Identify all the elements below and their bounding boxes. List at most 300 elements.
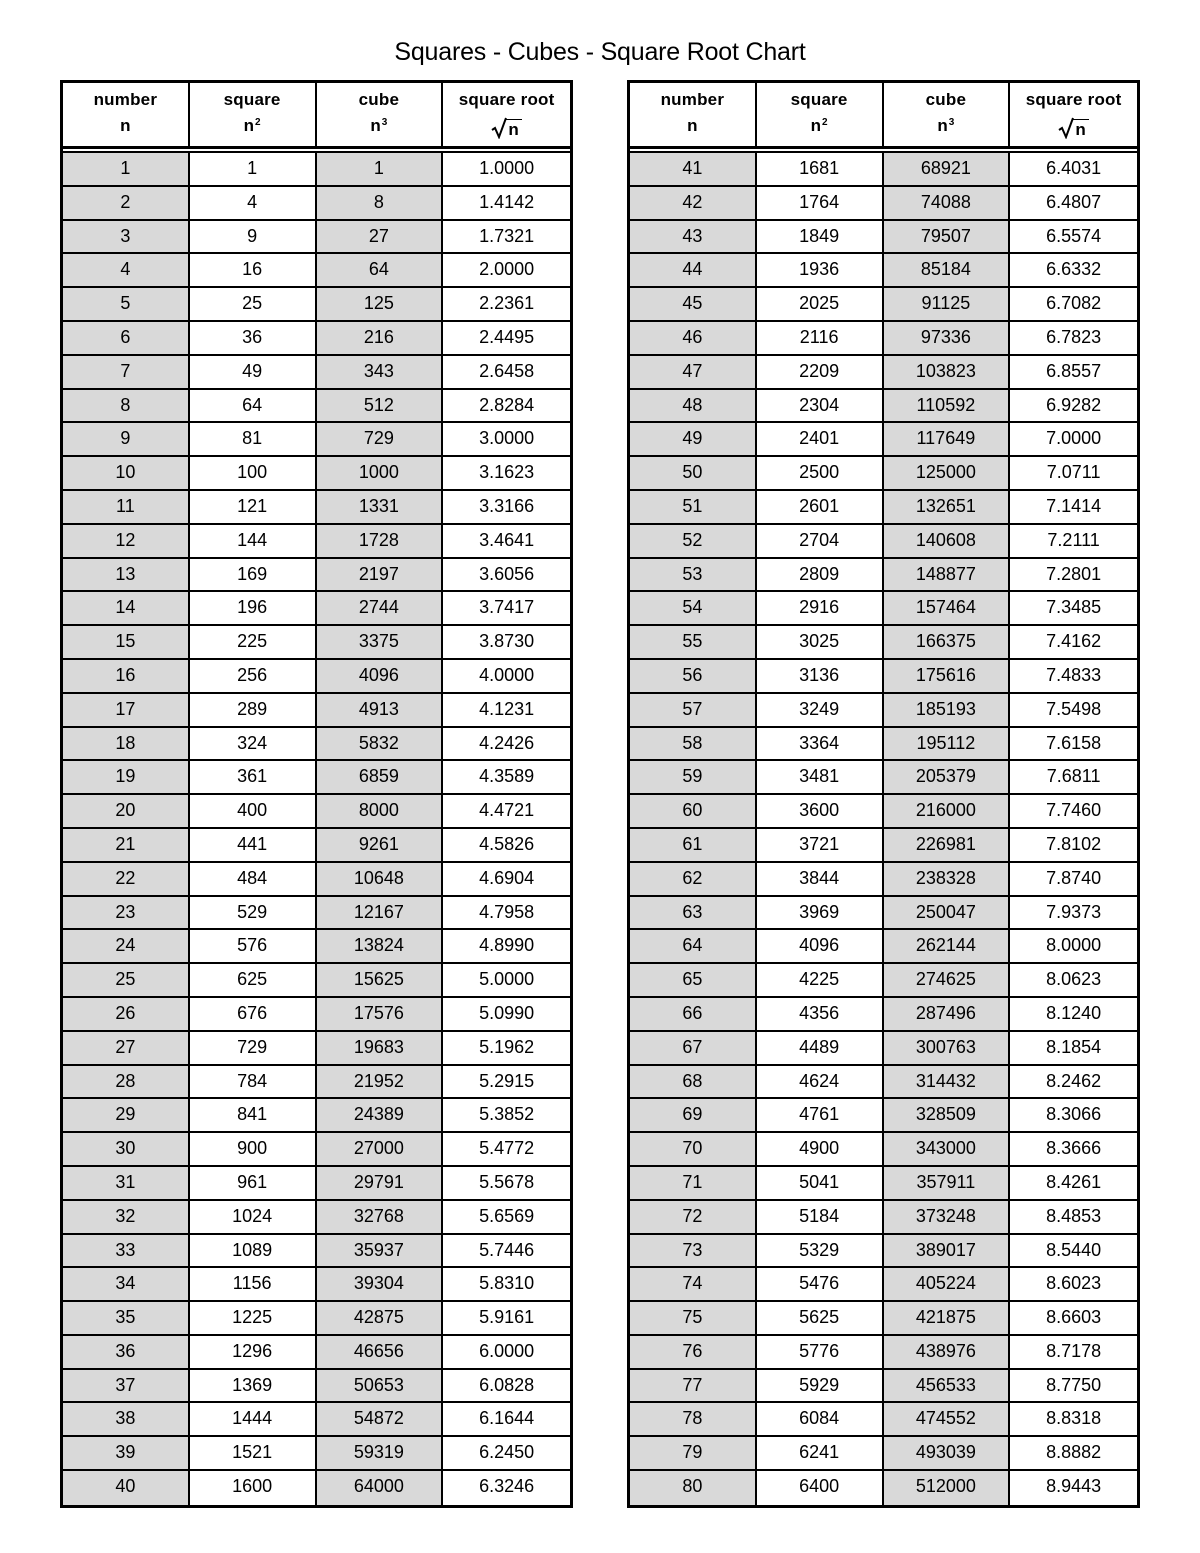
cell-square: 5041 — [757, 1167, 884, 1199]
cell-cube: 287496 — [884, 998, 1011, 1030]
table-row — [630, 795, 1137, 829]
cell-square-root: 1.4142 — [479, 191, 535, 212]
cell-square-root: 2.8284 — [479, 394, 535, 415]
header-cube-symbol: $n^3$ — [937, 116, 955, 135]
cell-square-root: 8.6023 — [1046, 1273, 1102, 1294]
table-header — [63, 83, 570, 149]
cell-cube: 729 — [317, 423, 444, 455]
table-row — [63, 998, 570, 1032]
cell-square: 1024 — [190, 1201, 317, 1233]
cell-cube: 27000 — [317, 1133, 444, 1165]
cell-cube: 2197 — [317, 559, 444, 591]
cell-cube: 6859 — [317, 761, 444, 793]
cell-cube: 166375 — [884, 626, 1011, 658]
cell-square-root: 8.1854 — [1046, 1036, 1102, 1057]
cell-square: 81 — [190, 423, 317, 455]
cell-cube: 343 — [317, 356, 444, 388]
cell-cube: 328509 — [884, 1099, 1011, 1131]
cell-cube: 421875 — [884, 1302, 1011, 1334]
cell-cube: 226981 — [884, 829, 1011, 861]
cell-square: 5184 — [757, 1201, 884, 1233]
cell-square: 324 — [190, 728, 317, 760]
cell-square: 576 — [190, 930, 317, 962]
cell-cube: 157464 — [884, 592, 1011, 624]
cell-square: 9 — [190, 221, 317, 253]
table-body — [630, 153, 1137, 1505]
cell-cube: 21952 — [317, 1066, 444, 1098]
cell-square-root: 5.1962 — [479, 1036, 535, 1057]
table-row — [63, 356, 570, 390]
header-number-symbol: n — [687, 116, 698, 135]
cell-number: 12 — [63, 525, 190, 557]
cell-number: 65 — [630, 964, 757, 996]
table-row — [63, 795, 570, 829]
header-cube-label: cube — [358, 90, 400, 109]
cell-square-root: 5.6569 — [479, 1205, 535, 1226]
cell-number: 26 — [63, 998, 190, 1030]
page-title: Squares - Cubes - Square Root Chart — [394, 38, 806, 66]
cell-square-root: 8.2462 — [1046, 1070, 1102, 1091]
cell-square-root: 5.8310 — [479, 1273, 535, 1294]
cell-cube: 68921 — [884, 153, 1011, 185]
table-row — [63, 153, 570, 187]
header-root-symbol: n — [443, 115, 570, 145]
cell-square: 3364 — [757, 728, 884, 760]
header-number — [63, 83, 190, 146]
cell-square-root: 7.6158 — [1046, 732, 1102, 753]
cell-square-root: 7.0000 — [1046, 428, 1102, 449]
cell-cube: 5832 — [317, 728, 444, 760]
table-row — [630, 491, 1137, 525]
table-row — [63, 423, 570, 457]
cell-cube: 27 — [317, 221, 444, 253]
table-row — [630, 1336, 1137, 1370]
cell-square: 1225 — [190, 1302, 317, 1334]
cell-number: 46 — [630, 322, 757, 354]
cell-cube: 474552 — [884, 1403, 1011, 1435]
cell-number: 79 — [630, 1437, 757, 1469]
cell-square: 2500 — [757, 457, 884, 489]
table-row — [630, 1133, 1137, 1167]
cell-square-root: 4.5826 — [479, 833, 535, 854]
cell-number: 33 — [63, 1235, 190, 1267]
cell-square: 1156 — [190, 1268, 317, 1300]
cell-square-root: 3.0000 — [479, 428, 535, 449]
cell-square-root: 7.2801 — [1046, 563, 1102, 584]
cell-number: 69 — [630, 1099, 757, 1131]
cell-number: 53 — [630, 559, 757, 591]
cell-number: 8 — [63, 390, 190, 422]
cell-number: 73 — [630, 1235, 757, 1267]
cell-square-root: 7.4833 — [1046, 664, 1102, 685]
table-row — [630, 728, 1137, 762]
cell-cube: 274625 — [884, 964, 1011, 996]
table-row — [63, 288, 570, 322]
cell-cube: 32768 — [317, 1201, 444, 1233]
cell-number: 61 — [630, 829, 757, 861]
cell-square: 5625 — [757, 1302, 884, 1334]
cell-square-root: 5.7446 — [479, 1239, 535, 1260]
table-row — [63, 221, 570, 255]
header-cube — [884, 83, 1011, 146]
cell-square-root: 8.0623 — [1046, 969, 1102, 990]
header-root-symbol: n — [1010, 115, 1137, 145]
cell-number: 29 — [63, 1099, 190, 1131]
cell-square: 4 — [190, 187, 317, 219]
table-row — [63, 457, 570, 491]
table-row — [63, 525, 570, 559]
cell-cube: 148877 — [884, 559, 1011, 591]
cell-number: 71 — [630, 1167, 757, 1199]
cell-square: 144 — [190, 525, 317, 557]
cell-square-root: 3.3166 — [479, 495, 535, 516]
cell-cube: 4913 — [317, 694, 444, 726]
cell-cube: 175616 — [884, 660, 1011, 692]
cell-number: 15 — [63, 626, 190, 658]
table-row — [630, 897, 1137, 931]
cell-square-root: 6.4807 — [1046, 191, 1102, 212]
cell-square-root: 2.6458 — [479, 360, 535, 381]
cell-number: 59 — [630, 761, 757, 793]
table-row — [630, 1471, 1137, 1505]
cell-square-root: 7.2111 — [1047, 529, 1100, 550]
header-square-label: square — [223, 90, 281, 109]
cell-square: 900 — [190, 1133, 317, 1165]
table-row — [630, 356, 1137, 390]
cell-cube: 250047 — [884, 897, 1011, 929]
header-square-root — [443, 83, 570, 146]
cell-number: 18 — [63, 728, 190, 760]
cell-square-root: 6.6332 — [1046, 259, 1102, 280]
cell-square: 36 — [190, 322, 317, 354]
cell-cube: 117649 — [884, 423, 1011, 455]
cell-cube: 216 — [317, 322, 444, 354]
cell-square: 3249 — [757, 694, 884, 726]
table-row — [630, 457, 1137, 491]
cell-square: 64 — [190, 390, 317, 422]
cell-number: 27 — [63, 1032, 190, 1064]
cell-square: 3136 — [757, 660, 884, 692]
table-row — [630, 930, 1137, 964]
cell-square: 1089 — [190, 1235, 317, 1267]
cell-cube: 216000 — [884, 795, 1011, 827]
cell-square: 225 — [190, 626, 317, 658]
table-row — [63, 1268, 570, 1302]
cell-cube: 85184 — [884, 254, 1011, 286]
cell-number: 57 — [630, 694, 757, 726]
cell-cube: 46656 — [317, 1336, 444, 1368]
header-square-root — [1010, 83, 1137, 146]
table-row — [63, 187, 570, 221]
cell-number: 67 — [630, 1032, 757, 1064]
table-row — [630, 254, 1137, 288]
cell-square-root: 7.7460 — [1046, 800, 1102, 821]
table-row — [63, 1471, 570, 1505]
table-row — [63, 1437, 570, 1471]
cell-cube: 493039 — [884, 1437, 1011, 1469]
cell-square: 400 — [190, 795, 317, 827]
table-row — [63, 728, 570, 762]
cell-square: 3481 — [757, 761, 884, 793]
cell-square-root: 1.7321 — [479, 225, 535, 246]
table-row — [63, 1302, 570, 1336]
cell-cube: 8000 — [317, 795, 444, 827]
cell-square-root: 7.5498 — [1046, 698, 1102, 719]
cell-number: 34 — [63, 1268, 190, 1300]
cell-cube: 39304 — [317, 1268, 444, 1300]
table-row — [630, 626, 1137, 660]
cell-square: 2304 — [757, 390, 884, 422]
cell-square-root: 8.7178 — [1046, 1340, 1102, 1361]
cell-number: 21 — [63, 829, 190, 861]
cell-square: 1681 — [757, 153, 884, 185]
cell-cube: 29791 — [317, 1167, 444, 1199]
cell-number: 44 — [630, 254, 757, 286]
cell-square: 4225 — [757, 964, 884, 996]
cell-square-root: 8.8318 — [1046, 1408, 1102, 1429]
cell-number: 1 — [63, 153, 190, 185]
cell-cube: 50653 — [317, 1370, 444, 1402]
cell-number: 41 — [630, 153, 757, 185]
cell-number: 19 — [63, 761, 190, 793]
table-row — [63, 930, 570, 964]
table-row — [63, 626, 570, 660]
cell-cube: 19683 — [317, 1032, 444, 1064]
cell-number: 10 — [63, 457, 190, 489]
table-row — [630, 153, 1137, 187]
table-row — [630, 694, 1137, 728]
cell-square-root: 5.4772 — [479, 1138, 535, 1159]
cell-number: 30 — [63, 1133, 190, 1165]
header-square — [757, 83, 884, 146]
cell-square-root: 8.4853 — [1046, 1205, 1102, 1226]
cell-number: 28 — [63, 1066, 190, 1098]
cell-square: 3969 — [757, 897, 884, 929]
cell-number: 31 — [63, 1167, 190, 1199]
cell-square: 25 — [190, 288, 317, 320]
cell-square: 2916 — [757, 592, 884, 624]
cell-cube: 12167 — [317, 897, 444, 929]
cell-square-root: 5.5678 — [479, 1171, 535, 1192]
table-row — [630, 1167, 1137, 1201]
header-square-symbol: $n^2$ — [243, 116, 261, 135]
cell-number: 80 — [630, 1471, 757, 1505]
table-row — [63, 1066, 570, 1100]
table-row — [63, 694, 570, 728]
table-row — [63, 1201, 570, 1235]
table-row — [63, 322, 570, 356]
cell-square-root: 5.2915 — [479, 1070, 535, 1091]
cell-square-root: 4.6904 — [479, 867, 535, 888]
cell-square-root: 4.8990 — [479, 935, 535, 956]
cell-square: 841 — [190, 1099, 317, 1131]
cell-cube: 314432 — [884, 1066, 1011, 1098]
table-row — [630, 423, 1137, 457]
cell-cube: 110592 — [884, 390, 1011, 422]
cell-cube: 59319 — [317, 1437, 444, 1469]
cell-square: 961 — [190, 1167, 317, 1199]
cell-square: 16 — [190, 254, 317, 286]
table-row — [630, 964, 1137, 998]
cell-square-root: 7.4162 — [1046, 631, 1102, 652]
cell-number: 14 — [63, 592, 190, 624]
cell-square: 5329 — [757, 1235, 884, 1267]
cell-cube: 64 — [317, 254, 444, 286]
cell-cube: 262144 — [884, 930, 1011, 962]
cell-square: 2025 — [757, 288, 884, 320]
cell-cube: 1728 — [317, 525, 444, 557]
table-row — [63, 964, 570, 998]
table-row — [63, 829, 570, 863]
cell-square: 1764 — [757, 187, 884, 219]
cell-number: 32 — [63, 1201, 190, 1233]
table-row — [63, 390, 570, 424]
cell-number: 50 — [630, 457, 757, 489]
cell-square-root: 7.8102 — [1046, 833, 1102, 854]
cell-square: 1296 — [190, 1336, 317, 1368]
table-row — [63, 897, 570, 931]
table-row — [63, 1235, 570, 1269]
table-row — [630, 1437, 1137, 1471]
table-right — [627, 80, 1140, 1508]
cell-cube: 1000 — [317, 457, 444, 489]
cell-square-root: 6.3246 — [479, 1476, 535, 1497]
cell-square-root: 8.6603 — [1046, 1307, 1102, 1328]
table-row — [630, 592, 1137, 626]
header-cube-symbol: $n^3$ — [370, 116, 388, 135]
cell-square-root: 6.5574 — [1046, 225, 1102, 246]
table-row — [630, 1201, 1137, 1235]
cell-square: 1369 — [190, 1370, 317, 1402]
table-row — [63, 1099, 570, 1133]
cell-square-root: 8.1240 — [1046, 1002, 1102, 1023]
cell-number: 68 — [630, 1066, 757, 1098]
cell-square-root: 7.3485 — [1046, 597, 1102, 618]
table-row — [63, 1032, 570, 1066]
cell-cube: 438976 — [884, 1336, 1011, 1368]
cell-number: 76 — [630, 1336, 757, 1368]
cell-cube: 13824 — [317, 930, 444, 962]
cell-cube: 389017 — [884, 1235, 1011, 1267]
cell-cube: 300763 — [884, 1032, 1011, 1064]
cell-square: 169 — [190, 559, 317, 591]
cell-square-root: 4.0000 — [479, 664, 535, 685]
cell-square: 6084 — [757, 1403, 884, 1435]
cell-square-root: 6.7082 — [1046, 293, 1102, 314]
cell-number: 78 — [630, 1403, 757, 1435]
cell-cube: 357911 — [884, 1167, 1011, 1199]
cell-square: 784 — [190, 1066, 317, 1098]
table-row — [630, 1099, 1137, 1133]
cell-cube: 125000 — [884, 457, 1011, 489]
cell-square: 5929 — [757, 1370, 884, 1402]
cell-number: 7 — [63, 356, 190, 388]
header-number — [630, 83, 757, 146]
cell-square: 676 — [190, 998, 317, 1030]
header-square-symbol: $n^2$ — [810, 116, 828, 135]
cell-cube: 125 — [317, 288, 444, 320]
table-row — [63, 761, 570, 795]
header-number-symbol: n — [120, 116, 131, 135]
cell-square-root: 6.9282 — [1046, 394, 1102, 415]
cell-square: 4489 — [757, 1032, 884, 1064]
cell-square: 256 — [190, 660, 317, 692]
cell-cube: 3375 — [317, 626, 444, 658]
cell-square: 6241 — [757, 1437, 884, 1469]
cell-cube: 1331 — [317, 491, 444, 523]
cell-square-root: 4.3589 — [479, 766, 535, 787]
cell-square-root: 7.0711 — [1046, 462, 1101, 483]
table-row — [630, 1032, 1137, 1066]
cell-square-root: 4.4721 — [479, 800, 535, 821]
cell-number: 24 — [63, 930, 190, 962]
cell-number: 20 — [63, 795, 190, 827]
cell-square: 4761 — [757, 1099, 884, 1131]
cell-number: 38 — [63, 1403, 190, 1435]
cell-square: 441 — [190, 829, 317, 861]
cell-cube: 512000 — [884, 1471, 1011, 1505]
cell-cube: 15625 — [317, 964, 444, 996]
cell-cube: 74088 — [884, 187, 1011, 219]
table-row — [63, 1336, 570, 1370]
cell-number: 56 — [630, 660, 757, 692]
cell-square: 4624 — [757, 1066, 884, 1098]
cell-square-root: 8.5440 — [1046, 1239, 1102, 1260]
cell-number: 60 — [630, 795, 757, 827]
cell-number: 58 — [630, 728, 757, 760]
header-square — [190, 83, 317, 146]
table-left — [60, 80, 573, 1508]
cell-square: 6400 — [757, 1471, 884, 1505]
cell-square-root: 8.3666 — [1046, 1138, 1102, 1159]
cell-cube: 103823 — [884, 356, 1011, 388]
table-row — [63, 863, 570, 897]
header-number-label: number — [93, 90, 158, 109]
cell-cube: 8 — [317, 187, 444, 219]
cell-square: 529 — [190, 897, 317, 929]
cell-square: 1849 — [757, 221, 884, 253]
cell-square: 1444 — [190, 1403, 317, 1435]
cell-cube: 9261 — [317, 829, 444, 861]
table-row — [630, 1066, 1137, 1100]
cell-number: 62 — [630, 863, 757, 895]
table-row — [630, 1403, 1137, 1437]
cell-number: 48 — [630, 390, 757, 422]
cell-number: 5 — [63, 288, 190, 320]
cell-square: 2601 — [757, 491, 884, 523]
table-row — [630, 187, 1137, 221]
table-row — [630, 559, 1137, 593]
cell-square-root: 6.1644 — [479, 1408, 535, 1429]
cell-square: 3600 — [757, 795, 884, 827]
cell-number: 23 — [63, 897, 190, 929]
cell-number: 22 — [63, 863, 190, 895]
cell-square-root: 8.8882 — [1046, 1442, 1102, 1463]
cell-square-root: 3.1623 — [479, 462, 535, 483]
table-row — [63, 491, 570, 525]
cell-number: 40 — [63, 1471, 190, 1505]
cell-square: 2401 — [757, 423, 884, 455]
cell-cube: 238328 — [884, 863, 1011, 895]
cell-number: 54 — [630, 592, 757, 624]
cell-cube: 79507 — [884, 221, 1011, 253]
cell-number: 64 — [630, 930, 757, 962]
header-cube — [317, 83, 444, 146]
cell-square-root: 8.7750 — [1046, 1374, 1102, 1395]
cell-number: 42 — [630, 187, 757, 219]
cell-square: 361 — [190, 761, 317, 793]
cell-square: 729 — [190, 1032, 317, 1064]
